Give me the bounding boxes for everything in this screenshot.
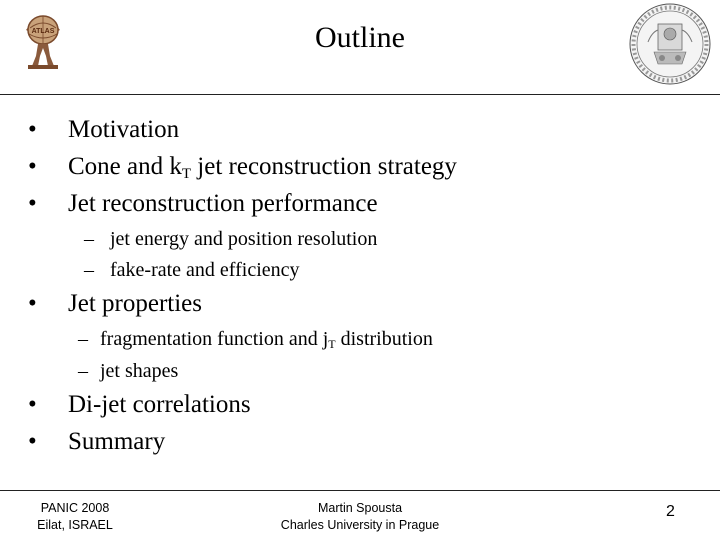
bullet-glyph: • [28, 428, 37, 455]
title-divider [0, 94, 720, 95]
footer-center [230, 500, 490, 534]
footer-location: Eilat, ISRAEL [37, 518, 113, 532]
slide-title: Outline [315, 21, 405, 54]
sub-bullet-item [78, 357, 178, 385]
bullet-text: Di-jet correlations [68, 391, 251, 418]
footer-author: Martin Spousta [317, 501, 403, 515]
bullet-item [28, 187, 378, 221]
bullet-glyph: • [28, 190, 37, 217]
bullet-text: Cone and k [68, 153, 182, 180]
footer-conference: PANIC 2008 [40, 501, 110, 515]
bullet-item [28, 388, 251, 422]
dash-glyph: – [84, 228, 94, 250]
dash-glyph: – [84, 259, 94, 281]
bullet-item [28, 113, 179, 147]
bullet-text: Jet reconstruction performance [68, 190, 378, 217]
footer-left [10, 500, 140, 534]
sub-bullet-text: jet energy and position resolution [110, 228, 378, 250]
sub-bullet-item [84, 225, 377, 253]
subscript: T [181, 165, 192, 182]
bullet-item [28, 150, 457, 191]
footer-divider [0, 490, 720, 491]
sub-bullet-item [78, 325, 433, 358]
bullet-glyph: • [28, 391, 37, 418]
bullet-glyph: • [28, 290, 37, 317]
sub-bullet-text: fake-rate and efficiency [110, 259, 300, 281]
sub-bullet-item [84, 256, 300, 284]
bullet-item [28, 425, 165, 459]
sub-bullet-text: jet shapes [100, 360, 179, 382]
subscript: T [328, 337, 336, 351]
atlas-logo-text: ATLAS [31, 28, 55, 35]
bullet-text: Motivation [68, 116, 180, 143]
bullet-text: jet reconstruction strategy [191, 153, 457, 180]
sub-bullet-text: fragmentation function and j [100, 328, 329, 350]
bullet-item [28, 287, 202, 321]
bullet-text: Jet properties [68, 290, 202, 317]
dash-glyph: – [78, 328, 88, 350]
sub-bullet-text: distribution [335, 328, 433, 350]
dash-glyph: – [78, 360, 88, 382]
bullet-glyph: • [28, 153, 37, 180]
footer-affiliation: Charles University in Prague [280, 518, 440, 532]
page-number: 2 [666, 503, 675, 520]
bullet-text: Summary [68, 428, 166, 455]
bullet-glyph: • [28, 116, 37, 143]
